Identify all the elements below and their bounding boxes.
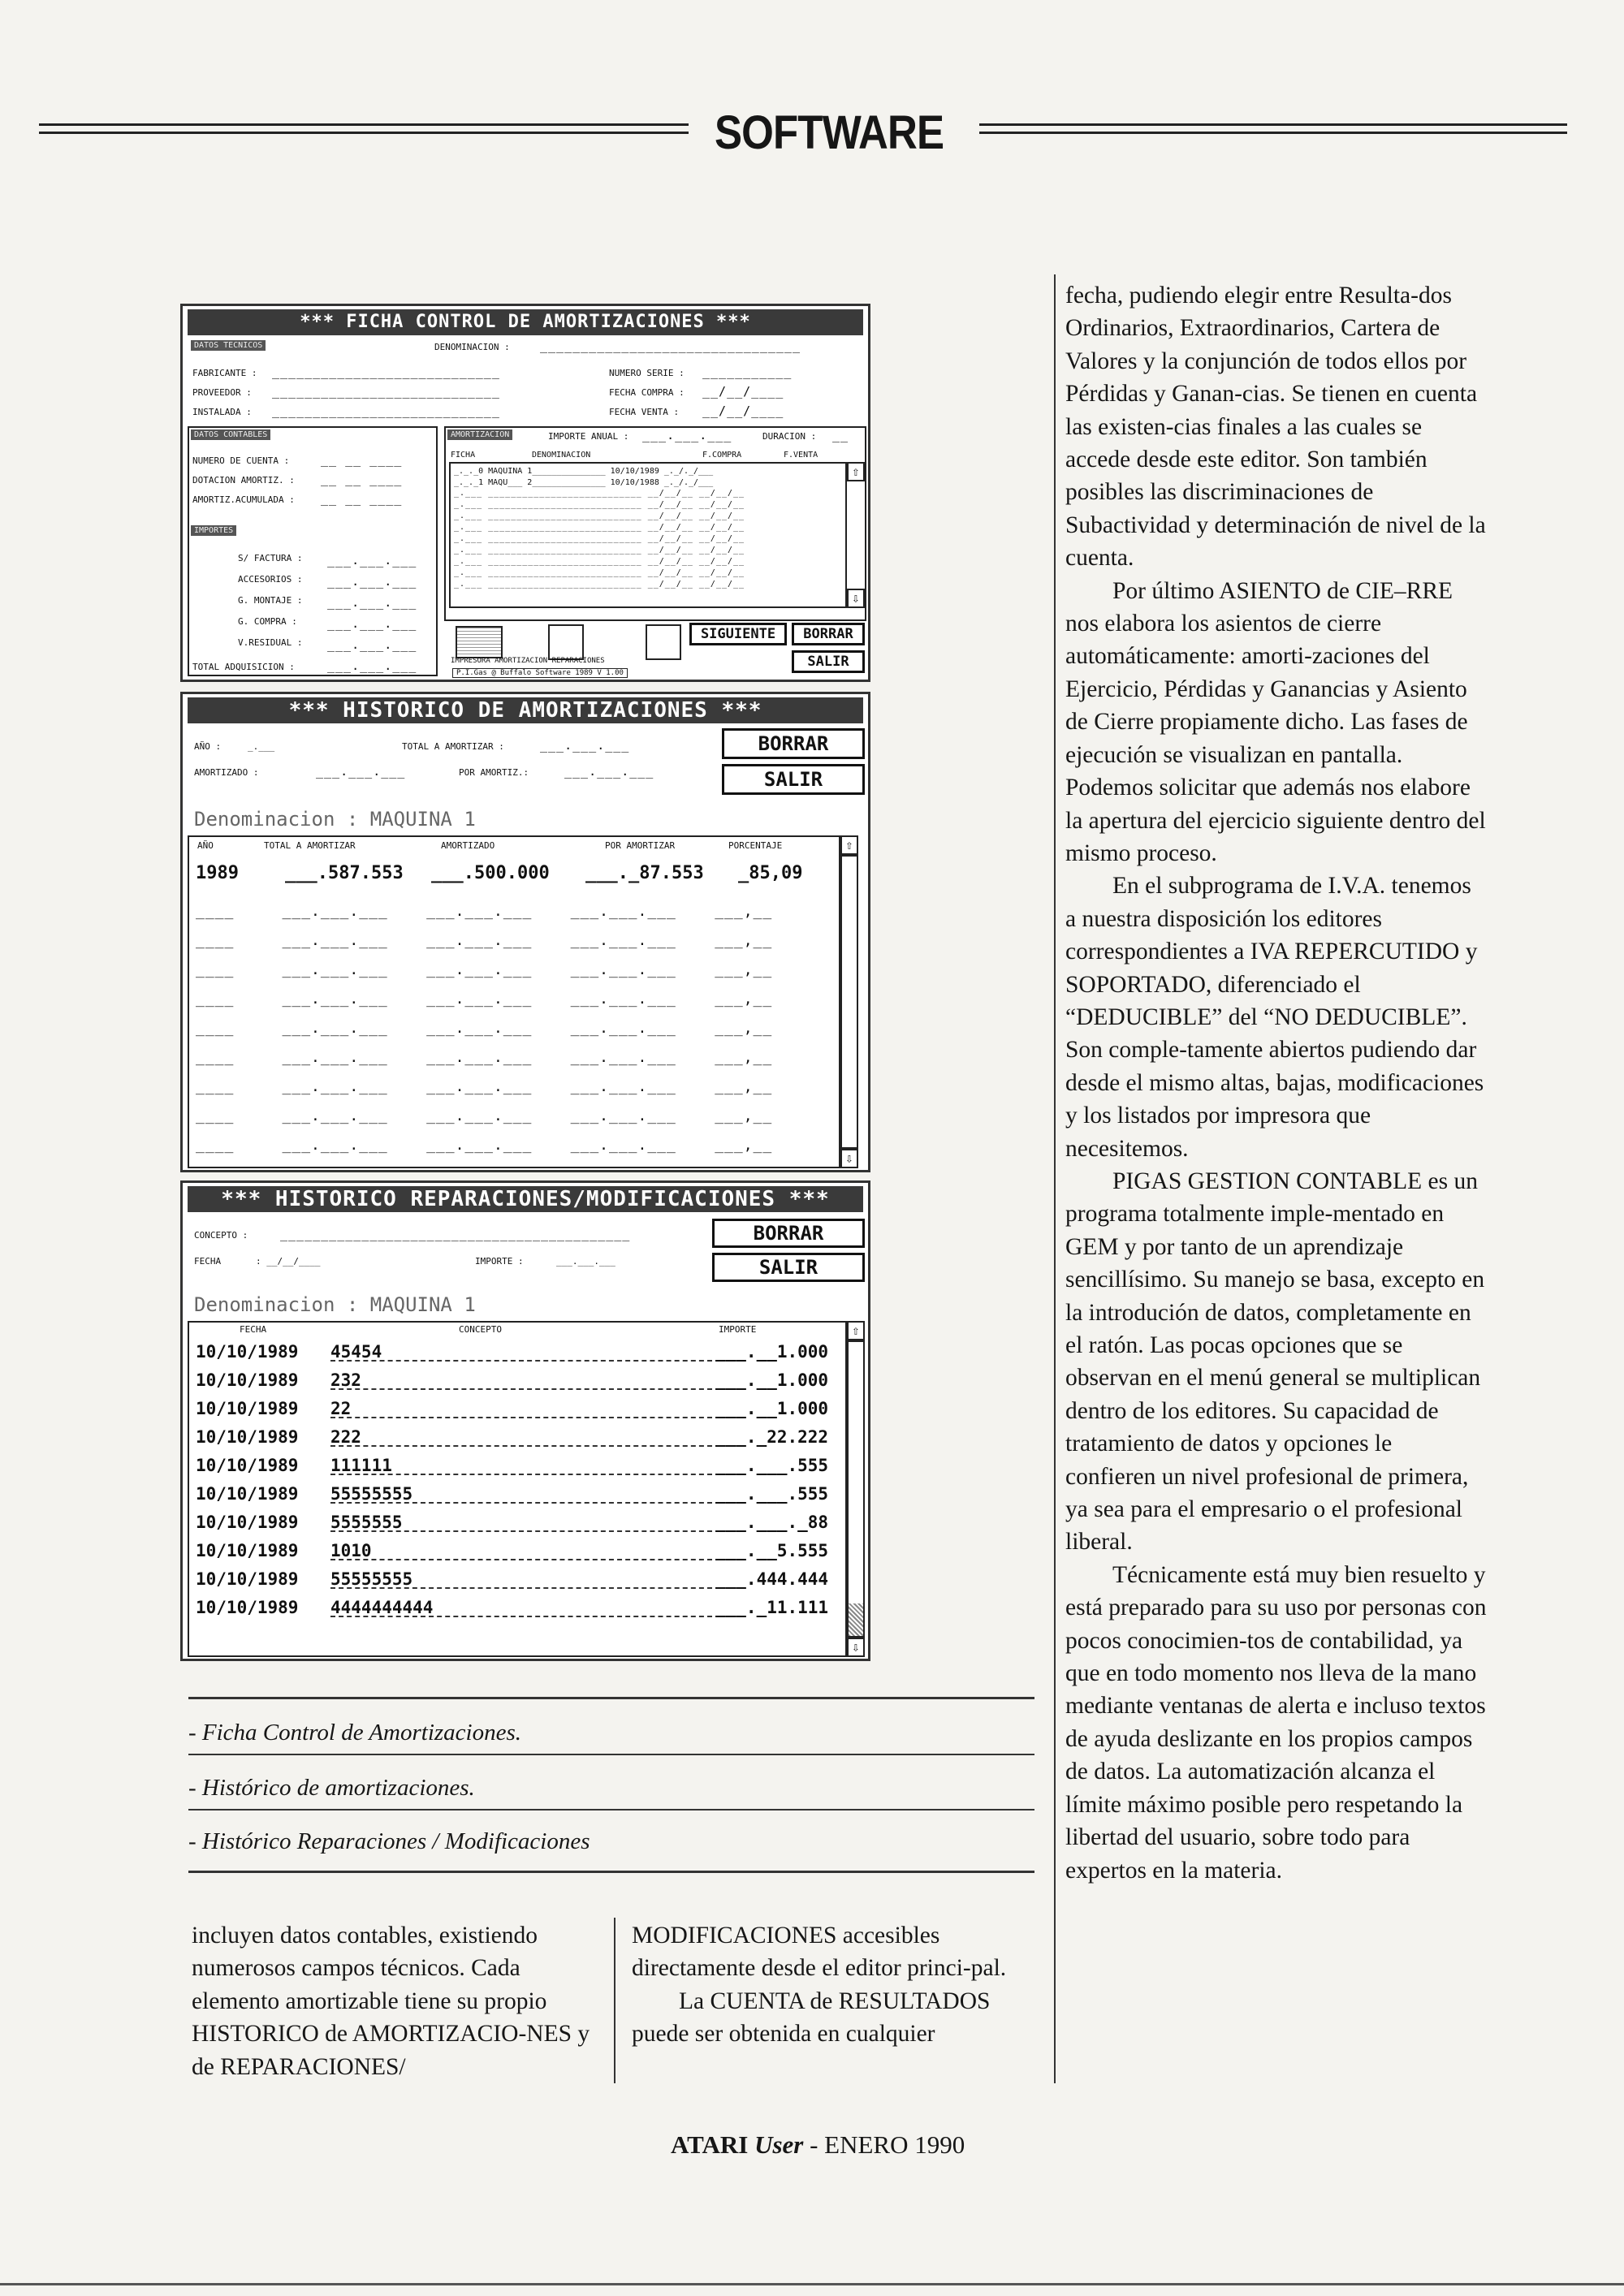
label-residual: V.RESIDUAL : (238, 637, 303, 648)
reparaciones-row[interactable] (196, 1399, 829, 1418)
reparaciones-col-concepto: CONCEPTO (459, 1324, 502, 1335)
historico-cell-total: ___.587.553 (285, 863, 404, 883)
field-por-amortizar[interactable]: ___.___.___ (564, 764, 654, 779)
label-accesorios: ACCESORIOS : (238, 574, 303, 585)
historico-cell-porcentaje: _85,09 (738, 863, 803, 883)
ficha-title: *** FICHA CONTROL DE AMORTIZACIONES *** (188, 309, 863, 335)
label-factura: S/ FACTURA : (238, 553, 303, 563)
reparaciones-icon[interactable] (646, 624, 681, 660)
reparaciones-scroll-up-icon[interactable]: ⇧ (847, 1321, 865, 1340)
label-numero-serie: NUMERO SERIE : (609, 368, 685, 378)
historico-first-row[interactable] (196, 863, 803, 883)
historico-col-header: AÑO (197, 840, 214, 851)
column-rule-mid (614, 1918, 615, 2083)
concepto-underline (330, 1360, 712, 1362)
label-importe: IMPORTE : (475, 1256, 524, 1267)
column-right-paragraph: fecha, pudiendo elegir entre Resulta-dos Ordinarios, Extraordinarios, Cartera de Valores y la conjunción de todos ellos por Pérdidas y Ganan-cias. Se tienen en cuenta las existen-cias finales a las cuales se accede desde este editor. Son también posibles las discriminaciones de Subactividad y determinación de nivel de la cuenta. (1065, 283, 1486, 572)
reparaciones-row[interactable] (196, 1484, 829, 1504)
column-right-paragraph: Por último ASIENTO de CIE–RRE nos elabora los asientos de cierre automáticamente: amorti-zaciones del Ejercicio, Pérdidas y Ganancias y Asiento de Cierre propiamente dicho. Las fases de ejecución se visualizan en pantalla. Podemos solicitar que además nos elabore la apertura del ejercicio siguiente dentro del mismo proceso. (1065, 577, 1486, 866)
ficha-empty-rows: _.___ ___________________________ __/__/__ __/__/__ _.___ ___________________________ __/__/__ __/__/__ _.___ ___________________________ __/__/__ __/__/__ _.___ ___________________________ __/__/__ __/__/__ _.___ ___________________________ __/__/__ __/__/__ _.___ ___________________________ __/__/__ __/__/__ _.___ ___________________________ __/__/__ __/__/__ _.___ ___________________________ __/__/__ __/__/__ _.___ ___________________________ __/__/__ __/__/__ (454, 489, 745, 589)
column-mid (632, 1919, 1038, 2051)
reparaciones-cell-concepto: 222 (330, 1427, 361, 1447)
field-total-adquisicion[interactable]: ___.___.___ (327, 658, 417, 673)
column-right-paragraph: En el subprograma de I.V.A. tenemos a nuestra disposición los editores correspondientes a IVA REPERCUTIDO y SOPORTADO, diferenciado el “DEDUCIBLE” del “NO DEDUCIBLE”. Son comple-tamente abiertos pudiendo dar desde el mismo altas, bajas, modificaciones y los listados por impresora que necesitemos. (1065, 873, 1484, 1162)
field-numero-serie[interactable]: ___________ (702, 365, 793, 379)
reparaciones-cell-fecha: 10/10/1989 (196, 1399, 299, 1418)
field-duracion[interactable]: __ (832, 428, 849, 442)
reparaciones-cell-importe: ___.__5.555 (715, 1541, 829, 1560)
column-right (1065, 279, 1488, 1887)
reparaciones-row[interactable] (196, 1513, 829, 1532)
col-denominacion: DENOMINACION (532, 451, 591, 460)
historico-scroll-down-icon[interactable]: ⇩ (840, 1149, 858, 1168)
column-right-paragraph: Técnicamente está muy bien resuelto y está preparado para su uso por personas con pocos conocimien-tos de contabilidad, ya que en todo momento nos lleva de la mano mediante ventanas de alerta e incluso textos de ayuda deslizante en los propios campos de datos. La automatización alcanza el límite máximo posible pero respetando la libertad del usuario, sobre todo para expertos en la materia. (1065, 1561, 1487, 1884)
footer-issue: - ENERO 1990 (810, 2130, 965, 2159)
ficha-row-1[interactable]: _._._0 MAQUINA 1_______________ 10/10/1989 _._/._/___ (454, 467, 714, 476)
reparaciones-row[interactable] (196, 1370, 829, 1390)
reparaciones-row[interactable] (196, 1342, 829, 1362)
historico-col-header: AMORTIZADO (441, 840, 495, 851)
icons-label: IMPRESORA AMORTIZACION REPARACIONES (451, 657, 605, 665)
reparaciones-cell-importe: ___.444.444 (715, 1569, 829, 1589)
ficha-footer: P.I.Gas @ Buffalo Software 1989 V 1.00 (452, 668, 628, 678)
column-right-paragraph: PIGAS GESTION CONTABLE es un programa totalmente imple-mentado en GEM y por tanto de un aprendizaje sencillísimo. Su manejo se basa, excepto en la introdución de datos, completamente en el ratón. Las pocas opciones que se observan en el menú general se multiplican dentro de los editores. Su capacidad de tratamiento de datos y opciones le confieren un nivel profesional de primera, ya sea para el empresario o el profesional liberal. (1065, 1167, 1485, 1556)
label-importe-anual: IMPORTE ANUAL : (548, 431, 629, 442)
label-total-adquisicion: TOTAL ADQUISICION : (192, 662, 295, 672)
concepto-underline (330, 1559, 712, 1560)
reparaciones-cell-concepto: 4444444444 (330, 1598, 434, 1617)
historico-col-header: POR AMORTIZAR (605, 840, 676, 851)
footer-brand: ATARI (671, 2130, 749, 2159)
reparaciones-title: *** HISTORICO REPARACIONES/MODIFICACIONES *** (188, 1186, 863, 1212)
caption-2: - Histórico de amortizaciones. (188, 1775, 475, 1801)
label-duracion: DURACION : (762, 431, 817, 442)
reparaciones-cell-importe: ___.__1.000 (715, 1370, 829, 1390)
field-proveedor[interactable]: ____________________________ (272, 384, 500, 399)
reparaciones-cell-fecha: 10/10/1989 (196, 1342, 299, 1362)
page-bottom-rule (0, 2283, 1624, 2285)
reparaciones-row[interactable] (196, 1569, 829, 1589)
field-dotacion[interactable]: __ __ ____ (321, 472, 403, 486)
label-denominacion: DENOMINACION : (434, 342, 510, 352)
concepto-underline (330, 1445, 712, 1447)
label-amortiz-acumulada: AMORTIZ.ACUMULADA : (192, 494, 295, 505)
column-mid-paragraph: La CUENTA de RESULTADOS puede ser obtenida en cualquier (632, 1987, 991, 2048)
field-amortiz-acumulada[interactable]: __ __ ____ (321, 491, 403, 506)
reparaciones-cell-fecha: 10/10/1989 (196, 1484, 299, 1504)
field-fabricante[interactable]: ____________________________ (272, 365, 500, 379)
reparaciones-cell-importe: ___.___._88 (715, 1513, 829, 1532)
reparaciones-row[interactable] (196, 1598, 829, 1617)
field-numero-cuenta[interactable]: __ __ ____ (321, 452, 403, 467)
ficha-row-2[interactable]: _._._1 MAQU___ 2_______________ 10/10/1988 _._/._/___ (454, 478, 714, 487)
reparaciones-col-importe: IMPORTE (719, 1324, 757, 1335)
section-title: SOFTWARE (715, 106, 944, 159)
label-compra: G. COMPRA : (238, 616, 297, 627)
column-rule-right (1054, 274, 1056, 2083)
tag-amortizacion: AMORTIZACION (447, 429, 512, 440)
label-numero-cuenta: NUMERO DE CUENTA : (192, 455, 290, 466)
col-fventa: F.VENTA (784, 451, 818, 460)
caption-1: - Ficha Control de Amortizaciones. (188, 1720, 521, 1746)
label-total-amortizar: TOTAL A AMORTIZAR : (402, 741, 504, 752)
tag-importes: IMPORTES (191, 525, 236, 536)
screen-historico-reparaciones (180, 1180, 870, 1661)
ficha-salir-button[interactable]: SALIR (792, 650, 865, 673)
field-instalada[interactable]: ____________________________ (272, 404, 500, 418)
label-fecha-venta: FECHA VENTA : (609, 407, 680, 417)
reparaciones-cell-fecha: 10/10/1989 (196, 1513, 299, 1532)
ficha-borrar-button[interactable]: BORRAR (792, 623, 865, 645)
reparaciones-scroll-thumb[interactable] (849, 1603, 863, 1636)
caption-rule-2 (188, 1809, 1034, 1810)
historico-col-header: PORCENTAJE (728, 840, 783, 851)
historico-cell-por-amortizar: ___._87.553 (585, 863, 704, 883)
tag-datos-contables: DATOS CONTABLES (191, 429, 270, 440)
reparaciones-salir-button[interactable]: SALIR (712, 1253, 865, 1282)
reparaciones-cell-concepto: 232 (330, 1370, 361, 1390)
reparaciones-cell-importe: ___._22.222 (715, 1427, 829, 1447)
label-amortizado: AMORTIZADO : (194, 767, 259, 778)
reparaciones-row[interactable] (196, 1541, 829, 1560)
footer-user: User (754, 2130, 804, 2159)
historico-borrar-button[interactable]: BORRAR (722, 728, 865, 759)
reparaciones-cell-concepto: 22 (330, 1399, 352, 1418)
historico-salir-button[interactable]: SALIR (722, 764, 865, 795)
reparaciones-cell-importe: ___.__1.000 (715, 1342, 829, 1362)
col-ficha: FICHA (451, 451, 476, 460)
reparaciones-cell-fecha: 10/10/1989 (196, 1370, 299, 1390)
reparaciones-scroll-down-icon[interactable]: ⇩ (847, 1638, 865, 1657)
historico-empty-rows: ____ ___.___.___ ___.___.___ ___.___.___ ___,__ ____ ___.___.___ ___.___.___ ___.___.___ ___,__ ____ ___.___.___ ___.___.___ ___.___.___ ___,__ ____ ___.___.___ ___.___.___ ___.___.___ ___,__ ____ ___.___.___ ___.___.___ ___.___.___ ___,__ ____ ___.___.___ ___.___.___ ___.___.___ ___,__ ____ ___.___.___ ___.___.___ ___.___.___ ___,__ ____ ___.___.___ ___.___.___ ___.___.___ ___,__ ____ ___.___.___ ___.___.___ ___.___.___ ___,__ (196, 903, 773, 1154)
reparaciones-row[interactable] (196, 1427, 829, 1447)
label-por-amortizar: POR AMORTIZ.: (459, 767, 529, 778)
field-importe[interactable]: ___.___.___ (556, 1256, 615, 1267)
reparaciones-cell-fecha: 10/10/1989 (196, 1569, 299, 1589)
amortizacion-icon[interactable] (548, 624, 584, 660)
field-fecha-venta[interactable]: __/__/____ (702, 404, 784, 418)
historico-scrollbar[interactable] (840, 855, 858, 1149)
label-ano: AÑO : (194, 741, 222, 752)
col-fcompra: F.COMPRA (702, 451, 742, 460)
field-denominacion[interactable]: ________________________________ (540, 339, 801, 353)
caption-rule-1 (188, 1754, 1034, 1755)
caption-rule-bottom (188, 1871, 1034, 1873)
field-fecha-compra[interactable]: __/__/____ (702, 384, 784, 399)
historico-denominacion: Denominacion : MAQUINA 1 (194, 808, 476, 831)
reparaciones-cell-concepto: 1010 (330, 1541, 372, 1560)
reparaciones-row[interactable] (196, 1456, 829, 1475)
concepto-underline (330, 1417, 712, 1418)
label-dotacion: DOTACION AMORTIZ. : (192, 475, 295, 486)
label-concepto: CONCEPTO : (194, 1230, 248, 1241)
field-importe-anual[interactable]: ___.___.___ (642, 428, 732, 442)
ficha-scroll-down-icon[interactable]: ⇩ (847, 589, 865, 608)
historico-scroll-up-icon[interactable]: ⇧ (840, 835, 858, 855)
reparaciones-cell-concepto: 5555555 (330, 1513, 403, 1532)
reparaciones-denominacion: Denominacion : MAQUINA 1 (194, 1293, 476, 1316)
tag-datos-tecnicos: DATOS TECNICOS (191, 340, 266, 351)
siguiente-button[interactable]: SIGUIENTE (689, 623, 787, 645)
ficha-scroll-up-icon[interactable]: ⇧ (847, 462, 865, 481)
field-amortizado[interactable]: ___.___.___ (316, 764, 406, 779)
reparaciones-cell-importe: ___.___.555 (715, 1456, 829, 1475)
reparaciones-borrar-button[interactable]: BORRAR (712, 1219, 865, 1248)
reparaciones-scrollbar[interactable] (847, 1340, 865, 1638)
label-instalada: INSTALADA : (192, 407, 252, 417)
caption-3: - Histórico Reparaciones / Modificaciones (188, 1828, 590, 1854)
page-footer (671, 2130, 965, 2160)
column-left-paragraph: incluyen datos contables, existiendo numerosos campos técnicos. Cada elemento amortizable tiene su propio HISTORICO de AMORTIZACIO-NES y de REPARACIONES/ (192, 1923, 590, 2080)
screen-historico-amortizaciones (180, 692, 870, 1172)
reparaciones-col-fecha: FECHA (240, 1324, 267, 1335)
field-concepto[interactable]: ___________________________________________ (280, 1227, 631, 1241)
label-fecha-compra: FECHA COMPRA : (609, 387, 685, 398)
historico-cell-ano: 1989 (196, 863, 239, 883)
field-ano[interactable]: _.___ (248, 741, 275, 752)
field-importes[interactable]: ___.___.___ ___.___.___ ___.___.___ ___.___.___ ___.___.___ (327, 553, 417, 652)
reparaciones-cell-concepto: 45454 (330, 1342, 382, 1362)
historico-col-header: TOTAL A AMORTIZAR (264, 840, 356, 851)
concepto-underline (330, 1388, 712, 1390)
reparaciones-cell-fecha: 10/10/1989 (196, 1598, 299, 1617)
label-fabricante: FABRICANTE : (192, 368, 257, 378)
reparaciones-cell-importe: ___.___.555 (715, 1484, 829, 1504)
reparaciones-cell-importe: ___._11.111 (715, 1598, 829, 1617)
reparaciones-cell-fecha: 10/10/1989 (196, 1427, 299, 1447)
historico-title: *** HISTORICO DE AMORTIZACIONES *** (188, 697, 863, 723)
screen-ficha-control (180, 304, 870, 682)
printer-icon[interactable] (456, 626, 503, 658)
label-proveedor: PROVEEDOR : (192, 387, 252, 398)
reparaciones-cell-concepto: 55555555 (330, 1484, 413, 1504)
label-fecha: FECHA (194, 1256, 222, 1267)
reparaciones-cell-fecha: 10/10/1989 (196, 1541, 299, 1560)
reparaciones-cell-importe: ___.__1.000 (715, 1399, 829, 1418)
field-fecha[interactable]: : __/__/____ (256, 1256, 321, 1267)
historico-cell-amortizado: ___.500.000 (431, 863, 550, 883)
reparaciones-cell-fecha: 10/10/1989 (196, 1456, 299, 1475)
caption-rule-top (188, 1697, 1034, 1699)
column-mid-paragraph: MODIFICACIONES accesibles directamente desde el editor princi-pal. (632, 1923, 1007, 1982)
field-total-amortizar[interactable]: ___.___.___ (540, 738, 630, 753)
reparaciones-cell-concepto: 55555555 (330, 1569, 413, 1589)
reparaciones-cell-concepto: 111111 (330, 1456, 392, 1475)
label-montaje: G. MONTAJE : (238, 595, 303, 606)
column-left (192, 1919, 606, 2083)
